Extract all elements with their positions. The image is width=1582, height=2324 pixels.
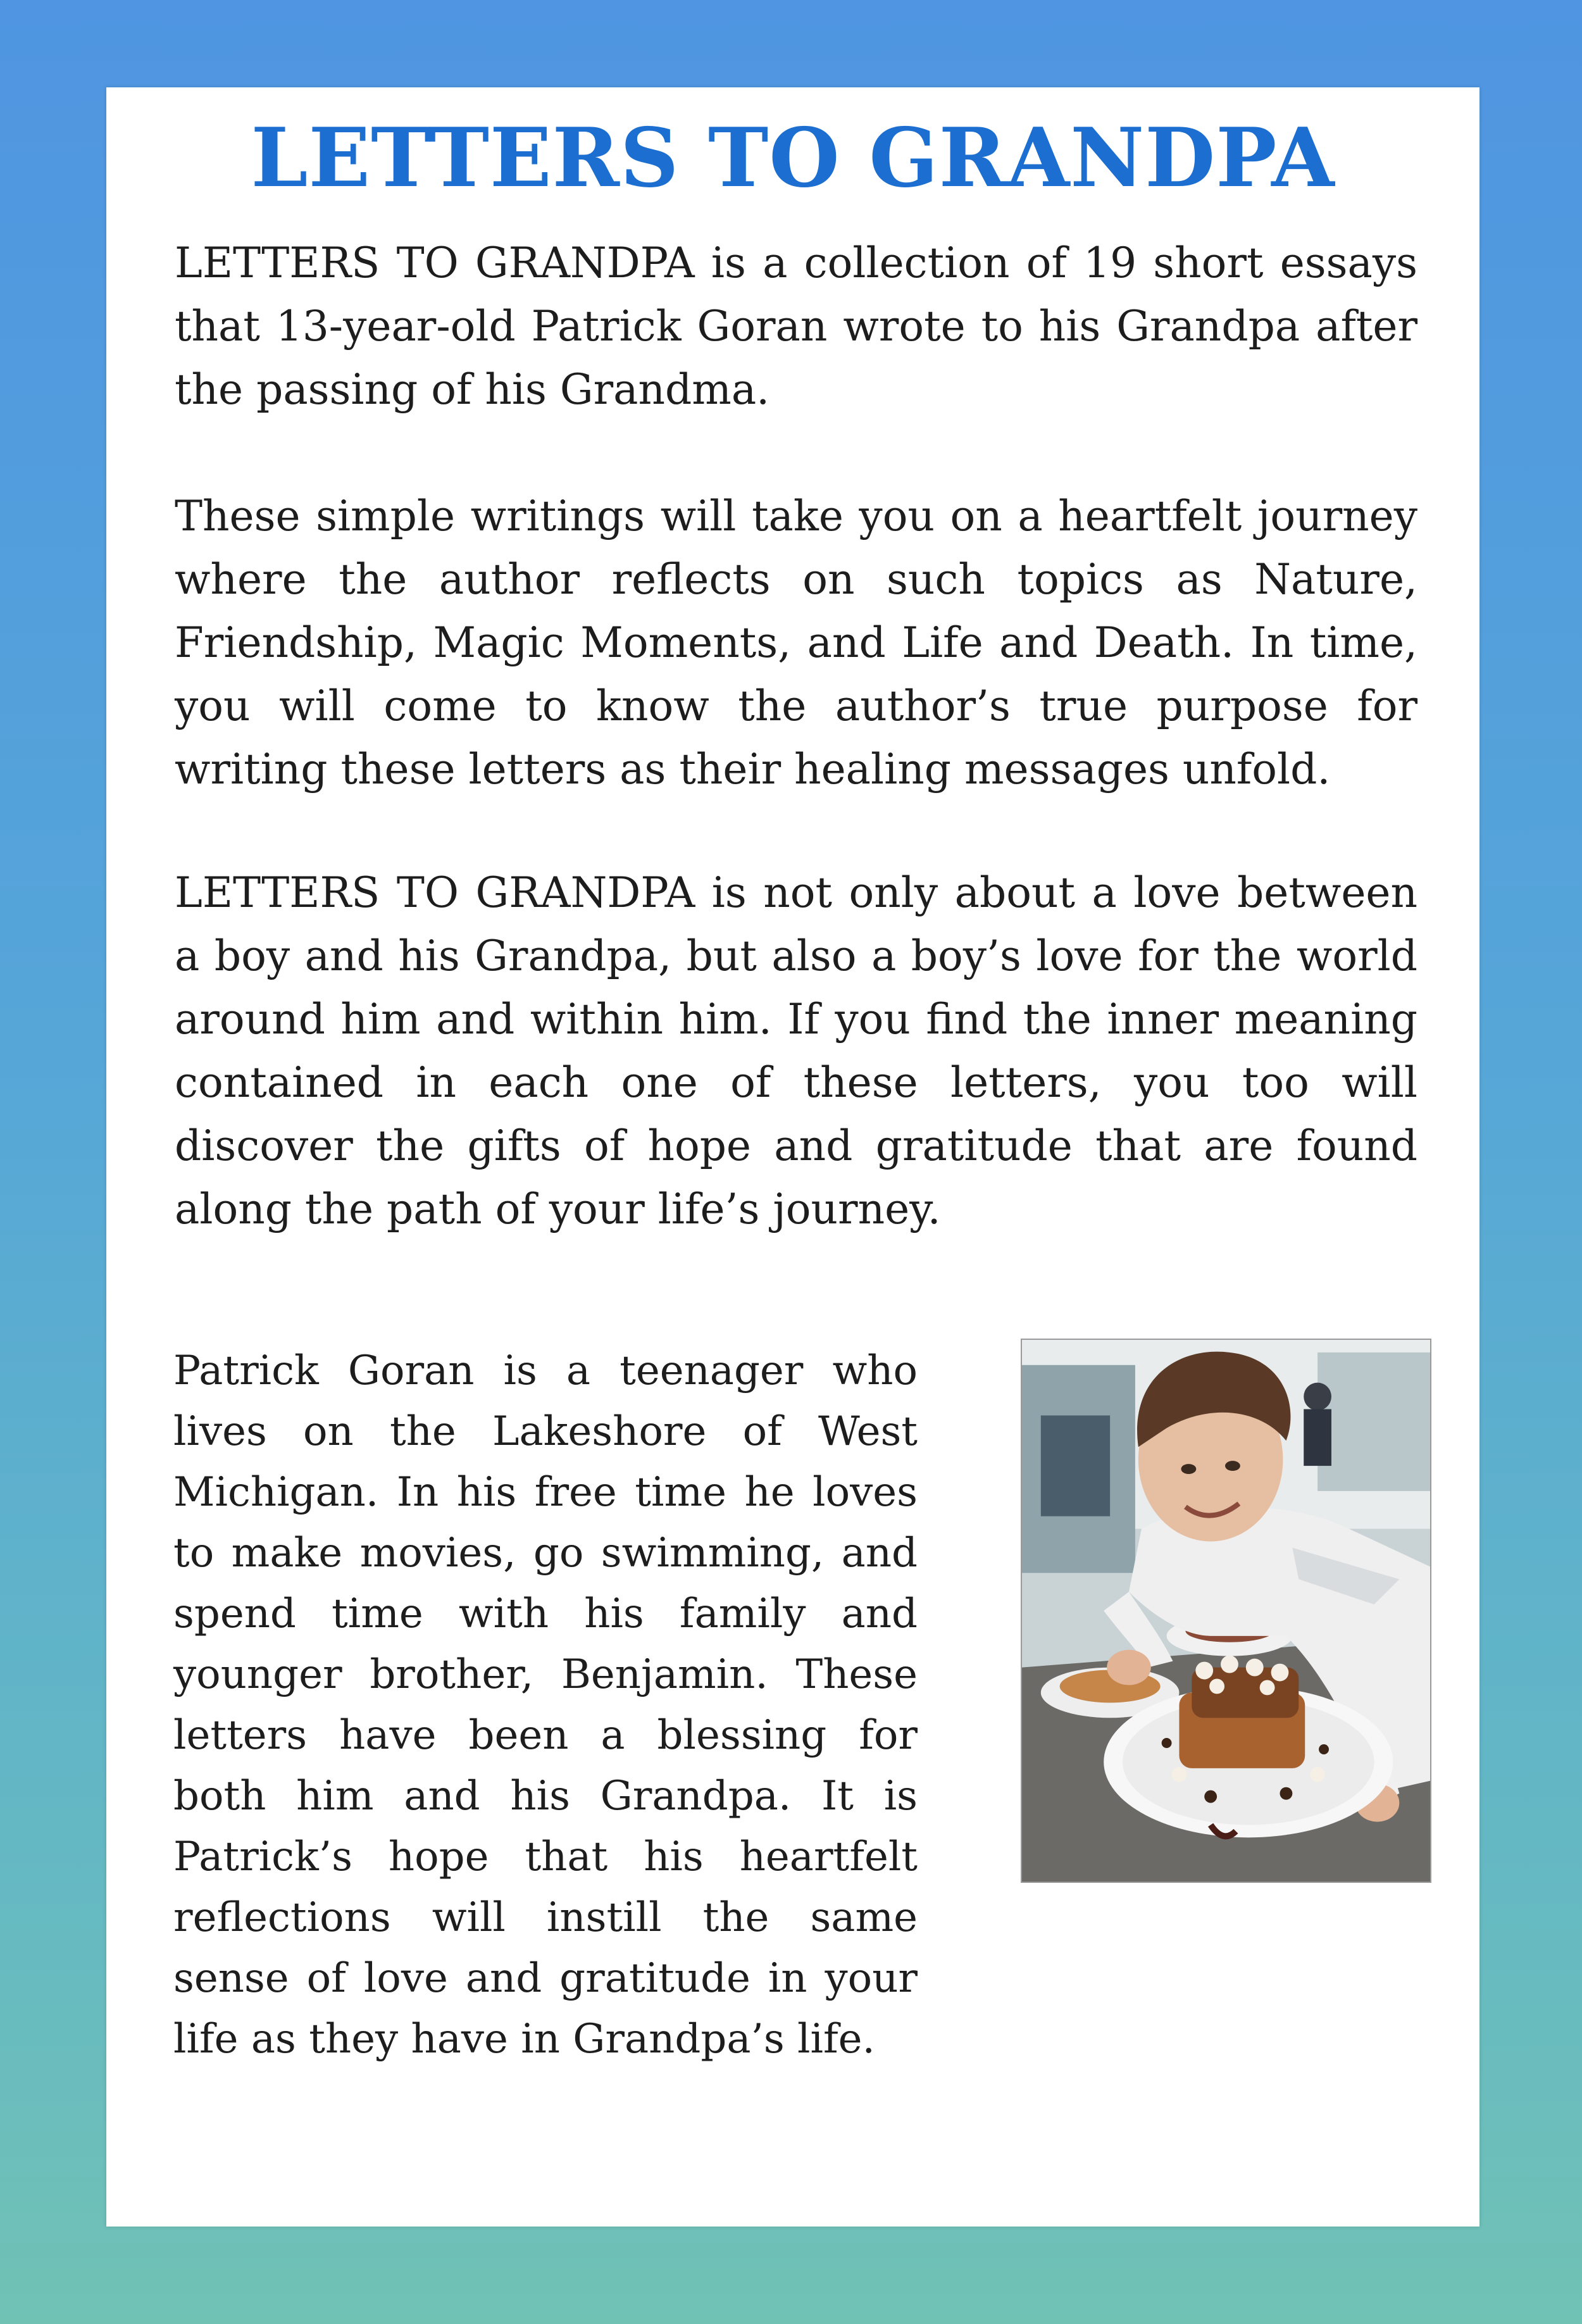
page-title: LETTERS TO GRANDPA — [251, 111, 1335, 206]
author-bio: Patrick Goran is a teenager who lives on the Lakeshore of West Michigan. In his free time he loves to make movies, go swimming, and spend time with his family and younger brother, Benjamin. These letters have been a blessing for both him and his Grandpa. It is Patrick’s hope that his heartfelt reflections will instill the same sense of love and gratitude in your life as they have in Grandpa’s life. — [173, 1347, 918, 2063]
author-photo — [1021, 1339, 1431, 1883]
author-photo-illustration — [1022, 1340, 1430, 1882]
meaning-paragraph: LETTERS TO GRANDPA is not only about a love between a boy and his Grandpa, but also a boy’s love for the world around him and within him. If you find the inner meaning contained in each one of these letters, you too will discover the gifts of hope and gratitude that are found along the path of your life’s journey. — [175, 868, 1417, 1234]
content-card — [106, 87, 1479, 2227]
intro-paragraph: LETTERS TO GRANDPA is a collection of 19 short essays that 13-year-old Patrick Goran wrote to his Grandpa after the passing of his Grandma. — [175, 239, 1417, 414]
topics-paragraph: These simple writings will take you on a heartfelt journey where the author reflects on such topics as Nature, Friendship, Magic Moments, and Life and Death. In time, you will come to know the author’s true purpose for writing these letters as their healing messages unfold. — [175, 492, 1417, 794]
